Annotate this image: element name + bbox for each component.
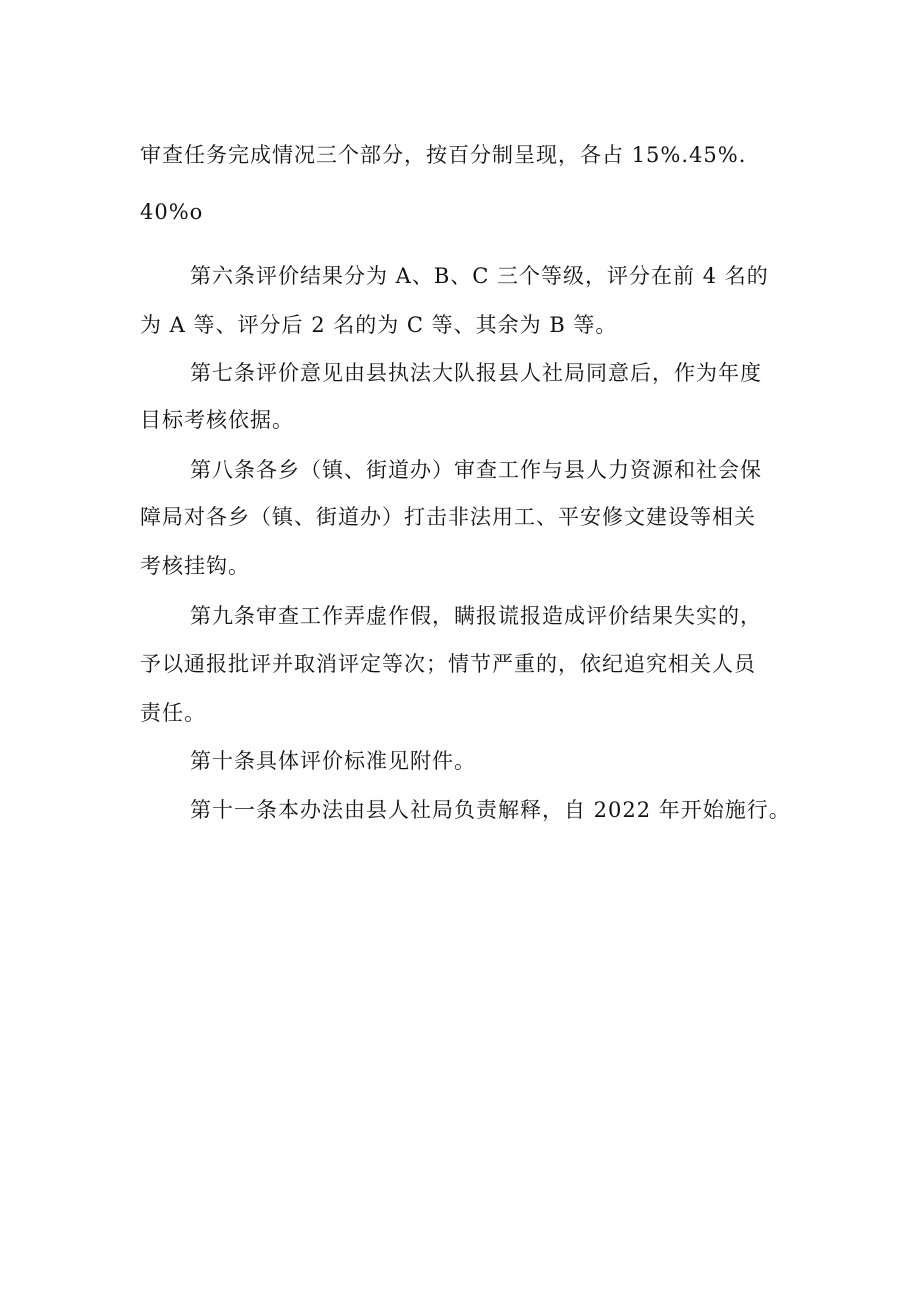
text-line: 第十一条本办法由县人社局负责解释，自 2022 年开始施行。 xyxy=(190,798,791,822)
text-line: 目标考核依据。 xyxy=(140,408,294,432)
text-line: 第九条审查工作弄虚作假，瞒报谎报造成评价结果失实的， xyxy=(190,604,762,628)
text-line: 障局对各乡（镇、街道办）打击非法用工、平安修文建设等相关 xyxy=(140,505,756,529)
text-line: 审查任务完成情况三个部分，按百分制呈现，各占 15%.45%. xyxy=(140,143,747,167)
text-line: 为 A 等、评分后 2 名的为 C 等、其余为 B 等。 xyxy=(140,313,618,337)
text-line: 予以通报批评并取消评定等次；情节严重的，依纪追究相关人员 xyxy=(140,652,756,676)
text-line: 考核挂钩。 xyxy=(140,554,250,578)
text-line: 第六条评价结果分为 A、B、C 三个等级，评分在前 4 名的 xyxy=(190,264,769,288)
text-line: 第十条具体评价标准见附件。 xyxy=(190,749,476,773)
text-line: 第七条评价意见由县执法大队报县人社局同意后，作为年度 xyxy=(190,361,762,385)
text-line: 40%o xyxy=(140,200,204,224)
text-line: 第八条各乡（镇、街道办）审查工作与县人力资源和社会保 xyxy=(190,458,762,482)
text-line: 责任。 xyxy=(140,701,206,725)
